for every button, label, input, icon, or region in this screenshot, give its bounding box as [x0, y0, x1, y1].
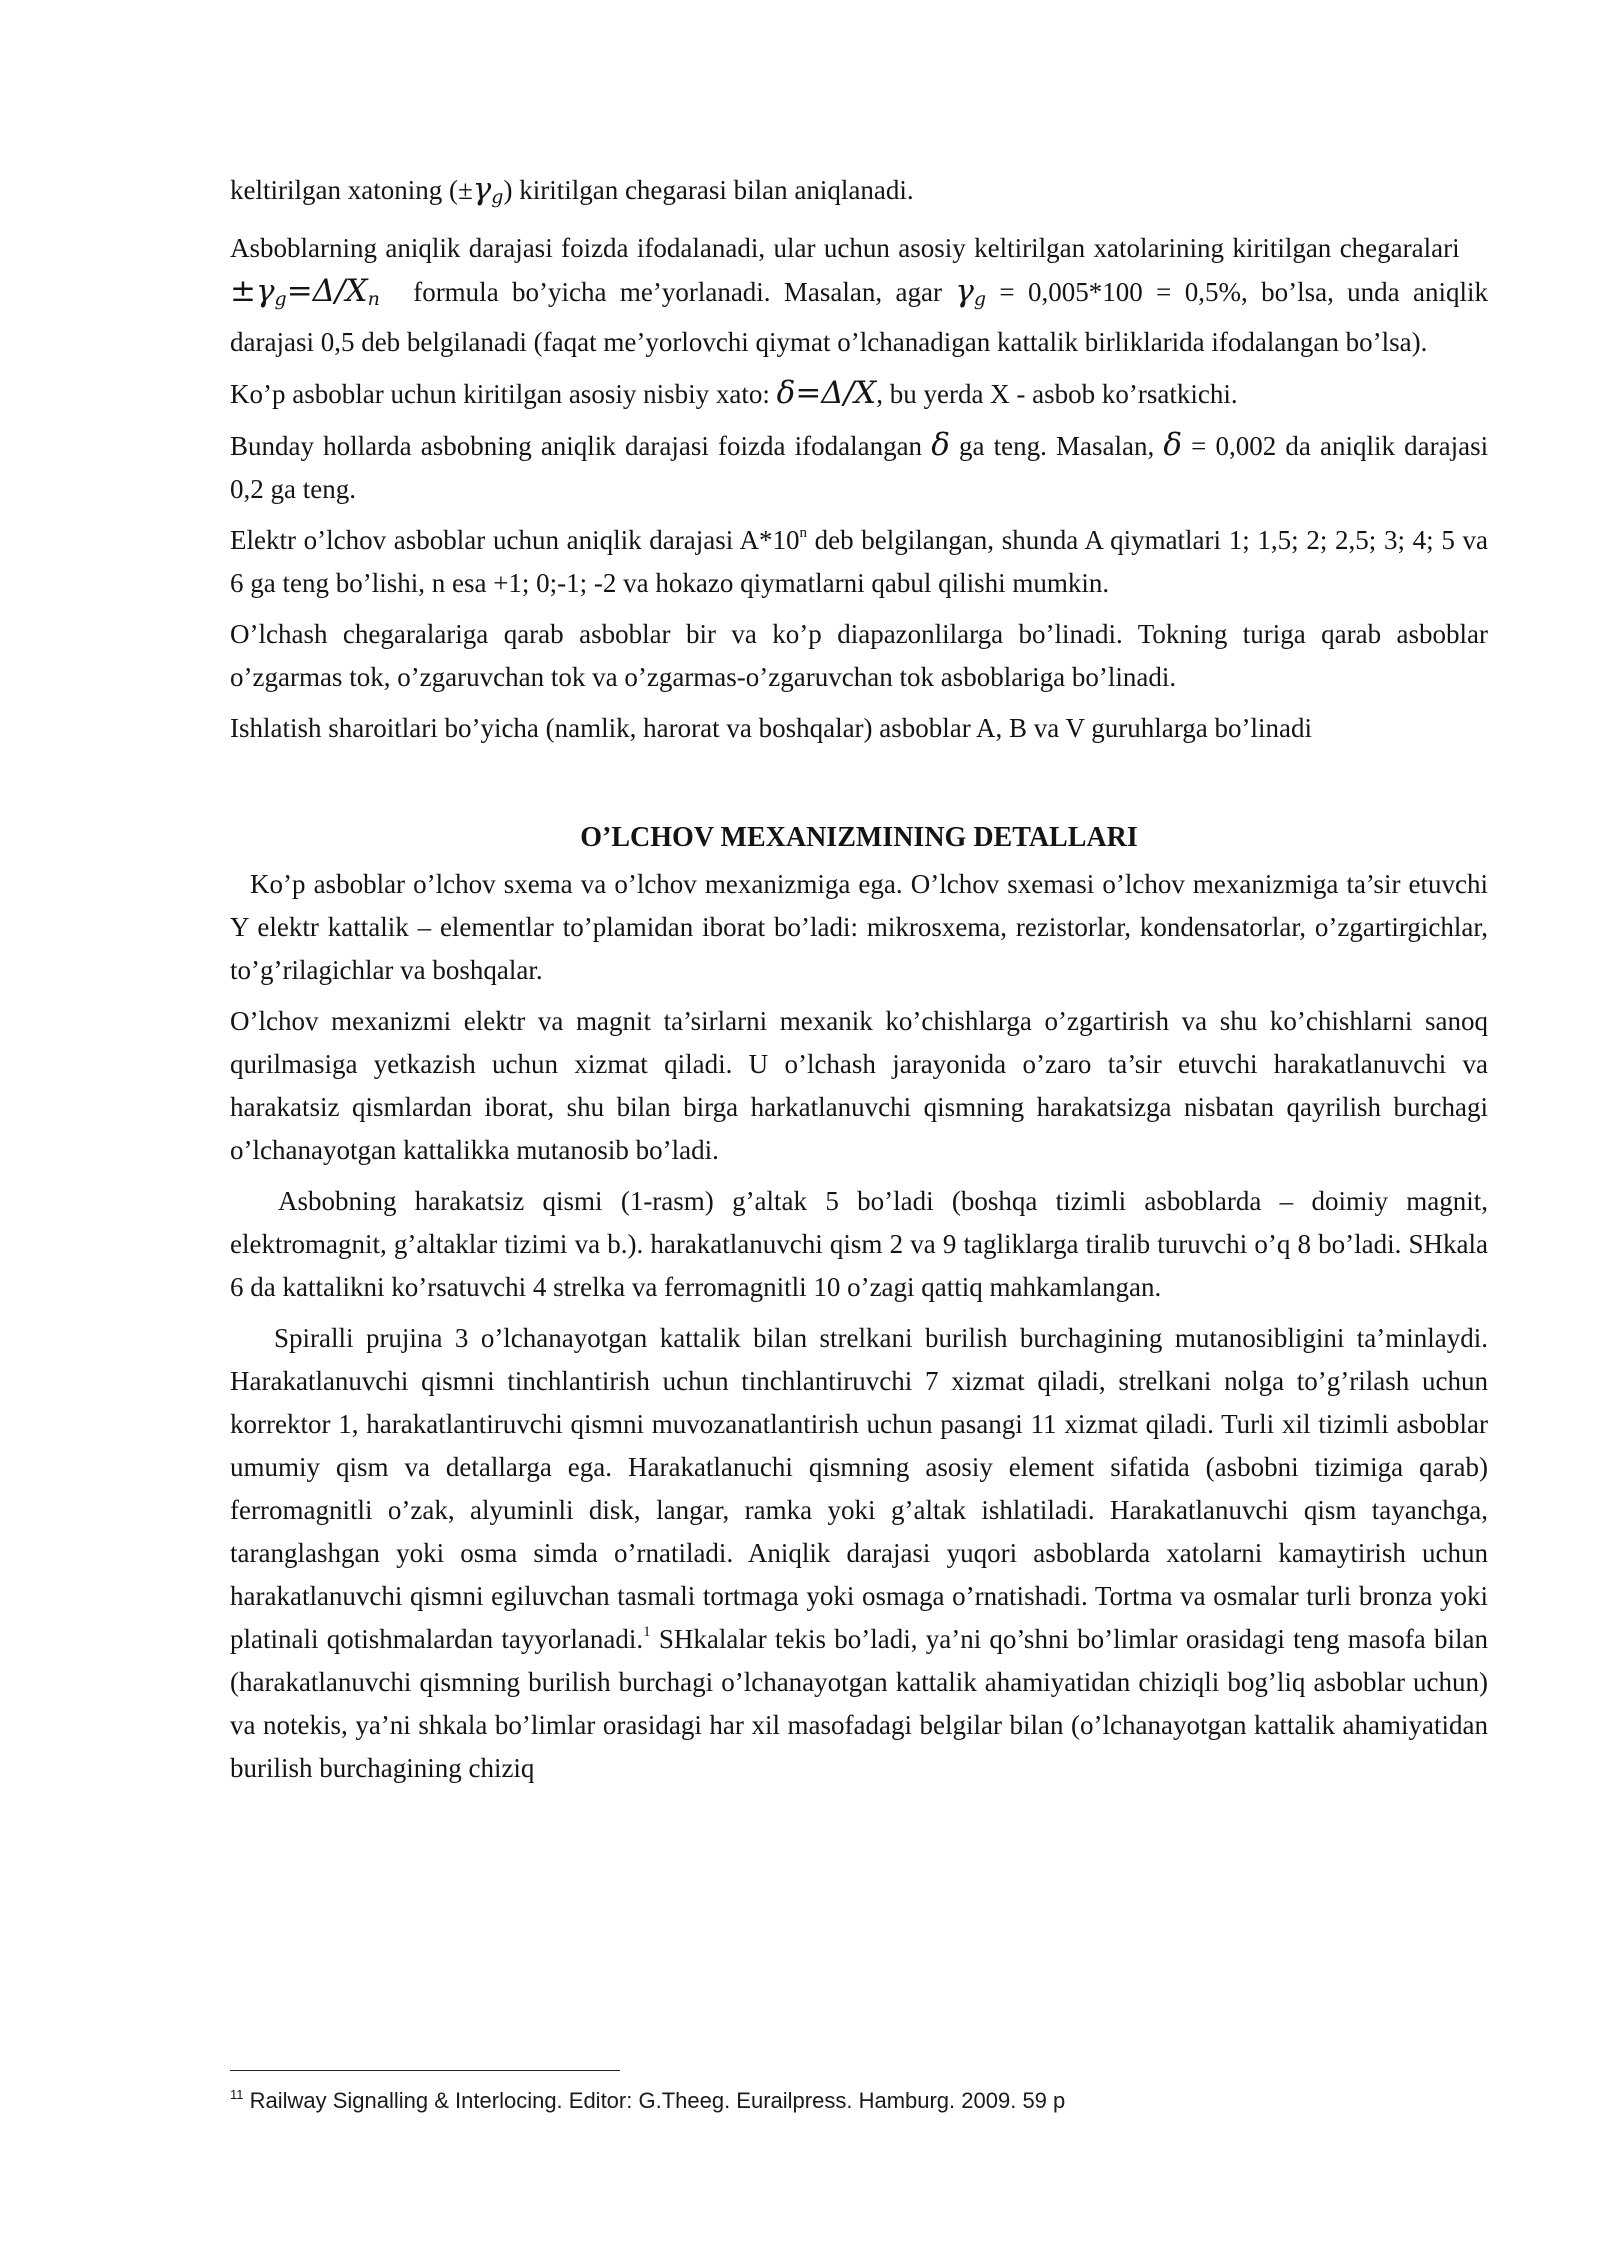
gamma-symbol: γ [472, 171, 492, 207]
paragraph-6: O’lchash chegaralariga qarab asboblar bir va ko’p diapazonlilarga bo’linadi. Tokning turiga qarab asboblar o’zgarmas tok, o’zgaruvchan tok va o’zgarmas-o’zgaruvchan tok asboblariga bo’linadi. [230, 619, 1488, 692]
section-heading: O’LCHOV MEXANIZMINING DETALLARI [580, 822, 1138, 853]
p1-text-before: keltirilgan xatoning (± [230, 175, 473, 205]
p5-text-1: Elektr o’lchov asboblar uchun aniqlik darajasi A*10 [230, 525, 800, 555]
p4-text-2: ga teng. Masalan, [959, 431, 1155, 461]
p2-text-3: = 0,005*100 = 0,5%, bo’lsa, unda aniqlik darajasi 0,5 deb belgilanadi (faqat me’yorlovchi qiymat o’lchanadigan kattalik birliklarida ifodalangan bo’lsa). [230, 277, 1489, 357]
delta-symbol: δ [931, 427, 950, 463]
gamma-subscript: g [973, 288, 987, 310]
paragraph-10: Asbobning harakatsiz qismi (1-rasm) g’altak 5 bo’ladi (boshqa tizimli asboblarda – doimiy magnit, elektromagnit, g’altaklar tizimi va b.). harakatlanuvchi qism 2 va 9 tagliklarga tiralib turuvchi o’q 8 bo’ladi. SHkala 6 da kattalikni ko’rsatuvchi 4 strelka va ferromagnitli 10 o’zagi qattiq mahkamlangan. [230, 1186, 1488, 1302]
paragraph-11 [230, 1317, 1488, 1790]
gamma-subscript: g [491, 186, 504, 208]
relative-error-formula: δ=Δ/X [776, 375, 877, 411]
p4-text-1: Bunday hollarda asbobning aniqlik darajasi foizda ifodalangan [230, 431, 923, 461]
paragraph-2 [230, 227, 1488, 364]
footnote-text: Railway Signalling & Interlocing. Editor: G.Theeg. Eurailpress. Hamburg. 2009. 59 p [243, 2088, 1066, 2113]
paragraph-5 [230, 519, 1488, 605]
footnote-reference[interactable]: 1 [643, 1624, 651, 1640]
paragraph-3 [230, 372, 1488, 416]
gamma-symbol: γ [955, 273, 974, 309]
paragraph-7: Ishlatish sharoitlari bo’yicha (namlik, harorat va boshqalar) asboblar A, B va V guruhlarga bo’linadi [230, 713, 1312, 743]
p4-text-3: = 0,002 da aniqlik darajasi 0,2 ga teng. [230, 431, 1489, 504]
p5-text-2: deb belgilangan, shunda A qiymatlari 1; 1,5; 2; 2,5; 3; 4; 5 va 6 ga teng bo’lishi, n esa +1; 0;-1; -2 va hokazo qiymatlarni qabul qilishi mumkin. [230, 525, 1488, 598]
footnote-marker: 11 [230, 2087, 244, 2102]
p2-text-1: Asboblarning aniqlik darajasi foizda ifodalanadi, ular uchun asosiy keltirilgan xatolarining kiritilgan chegaralari [230, 233, 1460, 263]
p3-text-1: Ko’p asboblar uchun kiritilgan asosiy nisbiy xato: [230, 379, 770, 409]
paragraph-8: Ko’p asboblar o’lchov sxema va o’lchov mexanizmiga ega. O’lchov sxemasi o’lchov mexanizmiga ta’sir etuvchi Y elektr kattalik – elementlar to’plamidan iborat bo’ladi: mikrosxema, rezistorlar, kondensatorlar, o’zgartirgichlar, to’g’rilagichlar va boshqalar. [230, 869, 1488, 985]
footnote [230, 2086, 1065, 2116]
p2-text-2: formula bo’yicha me’yorlanadi. Masalan, agar [413, 277, 942, 307]
p1-text-after: ) kiritilgan chegarasi bilan aniqlanadi. [503, 175, 914, 205]
exponent: n [799, 525, 807, 541]
paragraph-9: O’lchov mexanizmi elektr va magnit ta’sirlarni mexanik ko’chishlarga o’zgartirish va shu ko’chishlarni sanoq qurilmasiga yetkazish uchun xizmat qiladi. U o’lchash jarayonida o’zaro ta’sir etuvchi harakatlanuvchi va harakatsiz qismlardan iborat, shu bilan birga harkatlanuvchi qismning harakatsizga nisbatan qayrilish burchagi o’lchanayotgan kattalikka mutanosib bo’ladi. [230, 1006, 1488, 1165]
p3-text-2: , bu yerda X - asbob ko’rsatkichi. [876, 379, 1238, 409]
tolerance-formula: $\pm\gamma_g=\Delta/X_n$ [230, 273, 380, 310]
paragraph-4 [230, 424, 1488, 511]
paragraph-1 [230, 168, 1488, 219]
footnote-separator [230, 2070, 620, 2071]
document-body [230, 168, 1488, 1798]
p11-text-1: Spiralli prujina 3 o’lchanayotgan kattalik bilan strelkani burilish burchagining mutanosibligini ta’minlaydi. Harakatlanuvchi qismni tinchlantirish uchun tinchlantiruvchi 7 xizmat qiladi, strelkani nolga to’g’rilash uchun korrektor 1, harakatlantiruvchi qismni muvozanatlantirish uchun pasangi 11 xizmat qiladi. Turli xil tizimli asboblar umumiy qism va detallarga ega. Harakatlanuchi qismning asosiy element sifatida (asbobni tizimiga qarab) ferromagnitli o’zak, alyuminli disk, langar, ramka yoki g’altak ishlatiladi. Harakatlanuvchi qism tayanchga, taranglashgan yoki osma simda o’rnatiladi. Aniqlik darajasi yuqori asboblarda xatolarni kamaytirish uchun harakatlanuvchi qismni egiluvchan tasmali tortmaga yoki osmaga o’rnatishadi. Tortma va osmalar turli bronza yoki platinali qotishmalardan tayyorlanadi. [230, 1323, 1488, 1654]
delta-symbol: δ [1163, 427, 1183, 463]
p11-text-2: SHkalalar tekis bo’ladi, ya’ni qo’shni bo’limlar orasidagi teng masofa bilan (harakatlanuvchi qismning burilish burchagi o’lchanayotgan kattalik ahamiyatidan chiziqli bog’liq asboblar uchun) va notekis, ya’ni shkala bo’limlar orasidagi har xil masofadagi belgilar bilan (o’lchanayotgan kattalik ahamiyatidan burilish burchagining chiziq [230, 1624, 1488, 1783]
